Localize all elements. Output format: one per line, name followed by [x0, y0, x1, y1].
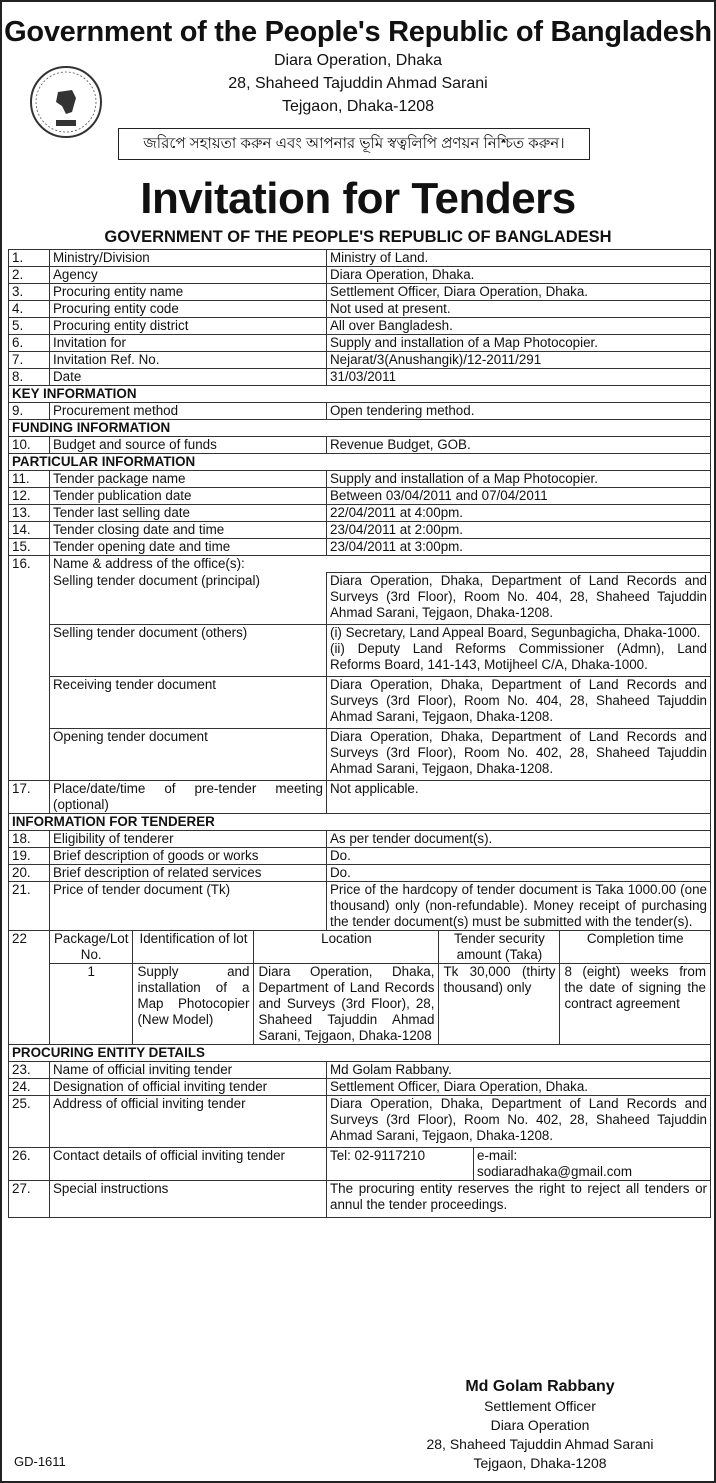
- table-row: 23. Name of official inviting tender Md Golam Rabbany.: [9, 1062, 711, 1079]
- col-header-location: Location: [254, 931, 439, 964]
- table-row: 3. Procuring entity name Settlement Officer, Diara Operation, Dhaka.: [9, 284, 711, 301]
- section-heading: PROCURING ENTITY DETAILS: [9, 1045, 711, 1062]
- office-city: Tejgaon, Dhaka-1208: [281, 98, 435, 115]
- table-row: 14. Tender closing date and time 23/04/2011 at 2:00pm.: [9, 522, 711, 539]
- table-row: 10. Budget and source of funds Revenue Budget, GOB.: [9, 437, 711, 454]
- footer-code: GD-1611: [14, 1454, 66, 1469]
- section-heading: INFORMATION FOR TENDERER: [9, 814, 711, 831]
- cell-security: Tk 30,000 (thirty thousand) only: [439, 964, 560, 1045]
- signatory-name: Md Golam Rabbany: [465, 1378, 615, 1395]
- cell-package-no: 1: [50, 964, 133, 1045]
- table-row: 5. Procuring entity district All over Bangladesh.: [9, 318, 711, 335]
- table-row: 4. Procuring entity code Not used at present.: [9, 301, 711, 318]
- package-table-row: 22 Package/Lot No. Identification of lot Location Tender security amount (Taka) Completion time 1 Supply and installation of a Map Photocopier (New Model) Diara Operation, Dhaka, Department of Land Records and Surveys (3rd Floor), 28, Shaheed Tajuddin Ahmad Sarani, Tejgaon, Dhaka-1208 Tk 30,000 (thirty thousand) only 8 (eight) weeks from the date of signing the contract agreement: [9, 931, 711, 1045]
- table-row: 24. Designation of official inviting tender Settlement Officer, Diara Operation, Dhaka.: [9, 1079, 711, 1096]
- col-header-security: Tender security amount (Taka): [439, 931, 560, 964]
- table-row: 19. Brief description of goods or works Do.: [9, 848, 711, 865]
- section-heading: KEY INFORMATION: [9, 386, 711, 403]
- table-row: Selling tender document (principal) Diara Operation, Dhaka, Department of Land Records and Surveys (3rd Floor), Room No. 404, 28, Shaheed Tajuddin Ahmad Sarani, Tejgaon, Dhaka-1208.: [9, 573, 711, 625]
- col-header-completion: Completion time: [560, 931, 710, 964]
- table-row: 12. Tender publication date Between 03/04/2011 and 07/04/2011: [9, 488, 711, 505]
- table-row: 8. Date 31/03/2011: [9, 369, 711, 386]
- table-row: 7. Invitation Ref. No. Nejarat/3(Anushangik)/12-2011/291: [9, 352, 711, 369]
- table-row: 6. Invitation for Supply and installation of a Map Photocopier.: [9, 335, 711, 352]
- table-row: 21. Price of tender document (Tk) Price of the hardcopy of tender document is Taka 1000.00 (one thousand) only (non-refundable). Money receipt of purchasing the tender document(s) must be submitted with the tender(s).: [9, 882, 711, 931]
- cell-completion: 8 (eight) weeks from the date of signing the contract agreement: [560, 964, 710, 1045]
- table-row: 25. Address of official inviting tender Diara Operation, Dhaka, Department of Land Records and Surveys (3rd Floor), Room No. 402, 28, Shaheed Tajuddin Ahmad Sarani, Tejgaon, Dhaka-1208.: [9, 1096, 711, 1148]
- signatory-designation: Settlement Officer: [484, 1398, 596, 1414]
- government-seal-icon: [30, 66, 102, 138]
- col-header-package: Package/Lot No.: [50, 931, 133, 964]
- col-header-identification: Identification of lot: [133, 931, 254, 964]
- page-title: Invitation for Tenders: [140, 174, 576, 223]
- table-row: 13. Tender last selling date 22/04/2011 at 4:00pm.: [9, 505, 711, 522]
- table-row: Opening tender document Diara Operation, Dhaka, Department of Land Records and Surveys (3rd Floor), Room No. 402, 28, Shaheed Tajuddin Ahmad Sarani, Tejgaon, Dhaka-1208.: [9, 729, 711, 781]
- cell-identification: Supply and installation of a Map Photocopier (New Model): [133, 964, 254, 1045]
- table-row: 18. Eligibility of tenderer As per tender document(s).: [9, 831, 711, 848]
- slogan-box: জরিপে সহায়তা করুন এবং আপনার ভূমি স্বত্বলিপি প্রণয়ন নিশ্চিত করুন।: [118, 128, 590, 160]
- government-title: Government of the People's Republic of Bangladesh: [4, 16, 712, 48]
- table-row: 27. Special instructions The procuring entity reserves the right to reject all tenders or annul the tender proceedings.: [9, 1181, 711, 1218]
- signatory-city: Tejgaon, Dhaka-1208: [473, 1455, 607, 1471]
- table-row: 26. Contact details of official inviting tender Tel: 02-9117210 e-mail: sodiaradhaka@gmail.com: [9, 1148, 711, 1181]
- email-label: e-mail:: [477, 1148, 518, 1163]
- table-row: 2. Agency Diara Operation, Dhaka.: [9, 267, 711, 284]
- office-street: 28, Shaheed Tajuddin Ahmad Sarani: [228, 75, 488, 92]
- package-header-row: [50, 931, 710, 964]
- table-row: Receiving tender document Diara Operation, Dhaka, Department of Land Records and Surveys (3rd Floor), Room No. 404, 28, Shaheed Tajuddin Ahmad Sarani, Tejgaon, Dhaka-1208.: [9, 677, 711, 729]
- office-address-i: (i) Secretary, Land Appeal Board, Segunbagicha, Dhaka-1000.: [330, 625, 701, 640]
- table-row: Selling tender document (others) (i) Secretary, Land Appeal Board, Segunbagicha, Dhaka-1000. (ii) Deputy Land Reforms Commissioner (Admn), Land Reforms Board, 141-143, Motijheel C/A, Dhaka-1000.: [9, 625, 711, 677]
- table-row: 20. Brief description of related services Do.: [9, 865, 711, 882]
- signatory-street: 28, Shaheed Tajuddin Ahmad Sarani: [426, 1436, 654, 1452]
- tender-table: [8, 249, 711, 1218]
- package-table: [50, 931, 710, 1044]
- table-row: 11. Tender package name Supply and installation of a Map Photocopier.: [9, 471, 711, 488]
- office-address-ii: (ii) Deputy Land Reforms Commissioner (Admn), Land Reforms Board, 141-143, Motijheel C/A, Dhaka-1000.: [330, 641, 707, 672]
- table-row: 16. Name & address of the office(s):: [9, 556, 711, 573]
- table-row: 1. Ministry/Division Ministry of Land.: [9, 250, 711, 267]
- section-heading: FUNDING INFORMATION: [9, 420, 711, 437]
- email-address: sodiaradhaka@gmail.com: [477, 1164, 633, 1179]
- table-row: 17. Place/date/time of pre-tender meeting (optional) Not applicable.: [9, 781, 711, 814]
- office-name: Diara Operation, Dhaka: [273, 52, 443, 69]
- signatory-office: Diara Operation: [490, 1417, 590, 1433]
- package-data-row: [50, 964, 710, 1045]
- table-row: 15. Tender opening date and time 23/04/2011 at 3:00pm.: [9, 539, 711, 556]
- cell-location: Diara Operation, Dhaka, Department of Land Records and Surveys (3rd Floor), 28, Shaheed Tajuddin Ahmad Sarani, Tejgaon, Dhaka-1208: [254, 964, 439, 1045]
- page-subtitle: GOVERNMENT OF THE PEOPLE'S REPUBLIC OF BANGLADESH: [104, 228, 612, 246]
- section-heading: PARTICULAR INFORMATION: [9, 454, 711, 471]
- table-row: 9. Procurement method Open tendering method.: [9, 403, 711, 420]
